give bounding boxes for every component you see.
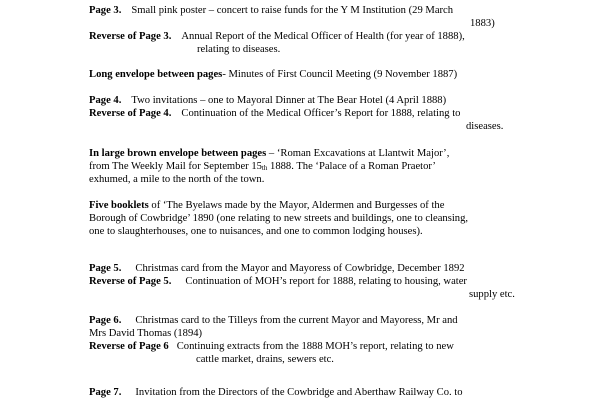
entry-reverse-page-6 xyxy=(89,340,529,353)
entry-line-superscript: th xyxy=(261,164,268,172)
entry-page-4 xyxy=(89,94,509,107)
entry-page-5 xyxy=(89,262,529,275)
entry-line xyxy=(89,160,436,174)
entry-continuation: 1883) xyxy=(470,18,495,29)
entry-label: Long envelope between pages xyxy=(89,69,223,80)
entry-text: Continuation of the Medical Officer’s Report for 1888, relating to xyxy=(181,108,461,119)
entry-continuation: diseases. xyxy=(466,121,504,132)
entry-reverse-page-4 xyxy=(89,107,509,120)
entry-long-envelope xyxy=(89,68,509,81)
entry-page-3 xyxy=(89,4,509,17)
entry-text: Small pink poster – concert to raise funds for the Y M Institution (29 March xyxy=(131,5,454,16)
entry-page-7 xyxy=(89,386,529,399)
entry-label: Page 5. xyxy=(89,263,122,274)
entry-label: Reverse of Page 6 xyxy=(89,341,169,352)
entry-label: Page 4. xyxy=(89,95,122,106)
entry-text: – ‘Roman Excavations at Llantwit Major’, xyxy=(268,148,450,159)
entry-reverse-page-5 xyxy=(89,275,529,288)
entry-text: Two invitations – one to Mayoral Dinner at The Bear Hotel (4 April 1888) xyxy=(131,95,447,106)
entry-reverse-page-3 xyxy=(89,30,509,43)
entry-text: - Minutes of First Council Meeting (9 November 1887) xyxy=(222,69,458,80)
entry-text: Invitation from the Directors of the Cowbridge and Aberthaw Railway Co. to xyxy=(135,387,463,398)
entry-line: Mrs David Thomas (1894) xyxy=(89,328,203,339)
entry-label: Page 7. xyxy=(89,387,122,398)
entry-line-part: 1888. The ‘Palace of a Roman Praetor’ xyxy=(267,161,436,172)
entry-continuation: relating to diseases. xyxy=(197,44,281,55)
entry-brown-envelope xyxy=(89,147,509,160)
entry-five-booklets xyxy=(89,199,529,212)
entry-text: Annual Report of the Medical Officer of Health (for year of 1888), xyxy=(181,31,465,42)
entry-line: Borough of Cowbridge’ 1890 (one relating to new streets and buildings, one to cleansing, xyxy=(89,213,469,224)
entry-label: Reverse of Page 5. xyxy=(89,276,172,287)
entry-text: of ‘The Byelaws made by the Mayor, Aldermen and Burgesses of the xyxy=(151,200,445,211)
entry-label: Five booklets xyxy=(89,200,149,211)
entry-line: exhumed, a mile to the north of the town. xyxy=(89,174,265,185)
entry-page-6 xyxy=(89,314,529,327)
entry-line: one to slaughterhouses, one to nuisances, and one to common lodging houses). xyxy=(89,226,423,237)
entry-label: Reverse of Page 4. xyxy=(89,108,172,119)
entry-text: Christmas card to the Tilleys from the current Mayor and Mayoress, Mr and xyxy=(135,315,458,326)
entry-text: Continuing extracts from the 1888 MOH’s report, relating to new xyxy=(176,341,454,352)
entry-line-part: from The Weekly Mail for September 15 xyxy=(89,161,262,172)
entry-label: Page 6. xyxy=(89,315,122,326)
entry-label: Page 3. xyxy=(89,5,122,16)
entry-text: Christmas card from the Mayor and Mayoress of Cowbridge, December 1892 xyxy=(135,263,465,274)
entry-label: Reverse of Page 3. xyxy=(89,31,172,42)
entry-label: In large brown envelope between pages xyxy=(89,148,267,159)
entry-text: Continuation of MOH’s report for 1888, relating to housing, water xyxy=(185,276,467,287)
entry-continuation: cattle market, drains, sewers etc. xyxy=(196,354,334,365)
entry-continuation: supply etc. xyxy=(469,289,515,300)
